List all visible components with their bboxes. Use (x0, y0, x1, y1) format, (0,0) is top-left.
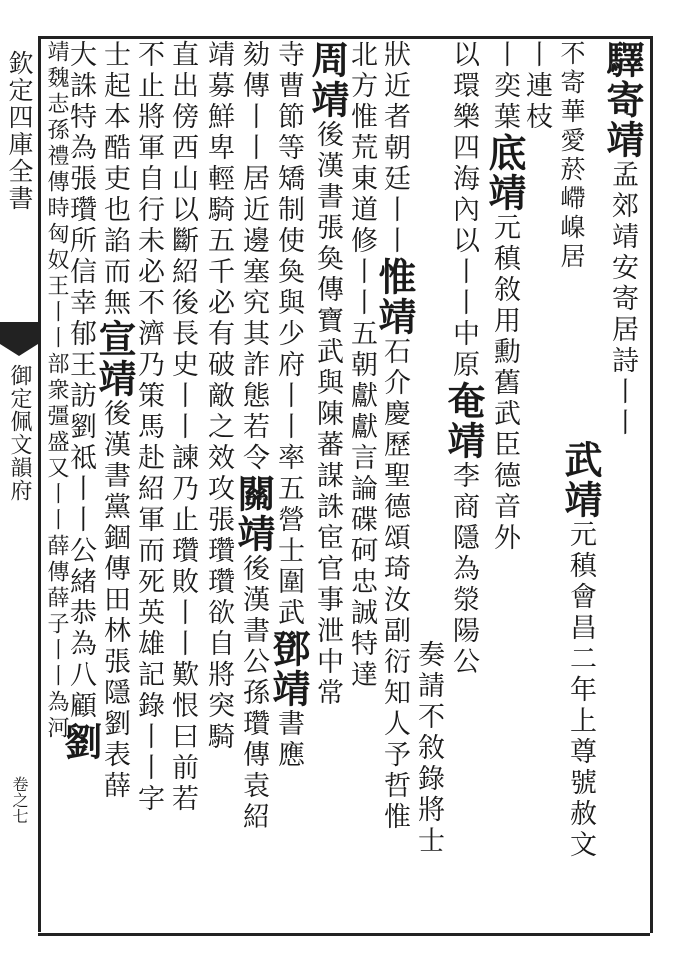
entry-text: 以環樂四海內以丨丨中原 (448, 40, 479, 381)
headword: 劉 (58, 722, 103, 762)
entry-text: 不止將軍自行未必不濟乃策馬赴紹軍而死英雄記錄丨丨字 (133, 40, 164, 815)
headword: 宣靖 (92, 319, 137, 399)
entry-text: 靖魏志孫禮傳時匈奴王丨丨部衆彊盛又丨丨薛傳薛子丨丨為河 (44, 40, 69, 742)
text-column (305, 40, 350, 928)
headword: 周靖 (305, 40, 350, 120)
headword: 關靖 (231, 474, 276, 554)
headword: 鄧靖 (266, 629, 311, 709)
text-column (58, 40, 103, 928)
entry-text: 若令 (238, 412, 269, 474)
text-column (441, 40, 486, 928)
headword: 武靖 (558, 440, 603, 520)
entry-text: 不寄華愛菸嵽嵲居 (557, 40, 586, 272)
entry-text: 元稹會昌二年上尊號赦文 (565, 520, 596, 861)
volume-number: 卷之七 (10, 776, 29, 824)
headword: 奄靖 (441, 381, 486, 461)
entry-text: 寺曹節等矯制使奐與少府丨丨率五營士圍武 (273, 40, 304, 629)
entry-text: 石介慶歷聖德頌琦汝副衍知人予哲惟 (379, 337, 410, 833)
entry-text: 李商隱為滎陽公 (448, 461, 479, 678)
text-column (92, 40, 137, 928)
text-column (166, 40, 202, 928)
frame-right-rule (650, 36, 653, 933)
entry-text: 奏請不敘錄將士 (413, 640, 444, 857)
text-column (372, 40, 417, 928)
text-column (231, 40, 276, 928)
text-column (132, 40, 168, 928)
book-title: 御定佩文韻府 (7, 364, 32, 502)
entry-text: 修丨丨五朝獻獻言論碟砢忠誠特達 (346, 226, 377, 691)
entry-text: 士起本酷吏也諂而無 (99, 40, 130, 319)
text-column (480, 40, 527, 928)
entry-text: 書應 (273, 709, 304, 771)
entry-text: 後漢書公孫瓚傳袁紹 (238, 554, 269, 833)
entry-text: 丨奕葉 (489, 40, 520, 133)
text-column (200, 40, 238, 928)
collection-title: 欽定四庫全書 (5, 50, 34, 212)
entry-text: 後漢書張奐傳寶武與陳蕃謀誅宦官事泄中常 (312, 120, 343, 709)
entry-text: 北方惟荒東道 (346, 40, 377, 226)
entry-text: 大誅特為張瓚所信幸 (65, 40, 96, 319)
entry-text: 丨連枝 (521, 40, 552, 133)
entry-text: 靖募鮮卑輕騎五千必有破敵之效 (203, 40, 234, 474)
text-column (345, 40, 381, 928)
headword: 底靖 (482, 133, 527, 213)
entry-text: 攻張瓚瓚欲自將突騎 (203, 474, 234, 753)
text-column (540, 440, 603, 920)
entry-text: 後漢書黨錮傳田林張隱劉表薛 (99, 399, 130, 802)
entry-text: 郁王訪劉祗丨丨公緒恭為八顧 (65, 319, 96, 722)
entry-text: 直出傍西山以斷紹後長史丨丨諫乃止瓚敗丨丨歎恨曰前若 (167, 40, 198, 815)
text-column (412, 640, 448, 928)
entry-text: 劾傳丨丨居近邊塞究其詐態 (238, 40, 269, 412)
headword: 驛寄靖 (600, 40, 645, 160)
headword: 惟靖 (372, 257, 417, 337)
entry-text: 孟郊靖安寄居詩丨丨 (607, 160, 638, 439)
entry-text: 元稹敘用勳舊武臣德音外 (489, 213, 520, 554)
entry-text (13, 40, 44, 784)
entry-text: 狀近者朝廷丨丨 (379, 40, 410, 257)
